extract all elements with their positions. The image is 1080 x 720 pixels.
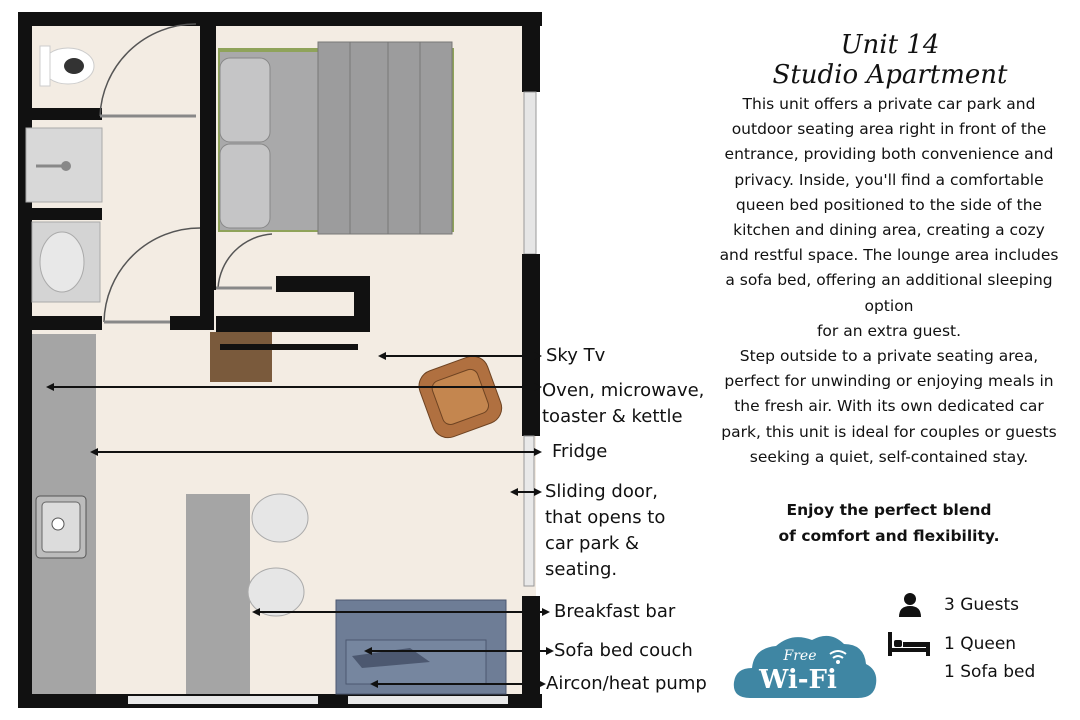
tv bbox=[220, 344, 358, 350]
bath-wall-bottom bbox=[32, 316, 102, 330]
toilet-bowl bbox=[64, 58, 84, 74]
tagline-line-2: of comfort and flexibility. bbox=[778, 527, 1000, 545]
sink-drain bbox=[52, 518, 64, 530]
wall-right-top bbox=[522, 12, 540, 92]
tagline bbox=[718, 497, 1060, 549]
label-breakfast-bar: Breakfast bar bbox=[554, 601, 676, 622]
breakfast-bar-counter bbox=[186, 494, 250, 694]
wall-top bbox=[18, 12, 542, 26]
description-paragraph-1: This unit offers a private car park and outdoor seating area right in front of the entrance, providing both convenience and privacy. Inside, you'll find a comfortable queen bed positioned to the side of the kitchen and dining area, creating a cozy and restful space. The lounge area includes a sofa bed, offering an additional sleeping option bbox=[719, 95, 1059, 315]
label-oven: Oven, microwave, toaster & kettle bbox=[542, 380, 705, 427]
beds-sofa: 1 Sofa bed bbox=[944, 662, 1036, 682]
description-paragraph-2: for an extra guest. bbox=[816, 321, 962, 340]
label-sofa-bed: Sofa bed couch bbox=[554, 640, 693, 661]
label-aircon: Aircon/heat pump bbox=[546, 673, 707, 694]
bedroom-partition-h2 bbox=[216, 316, 370, 332]
wifi-main-text: Wi-Fi bbox=[759, 665, 837, 695]
bedroom-wall-left bbox=[202, 26, 216, 290]
tv-stand bbox=[210, 332, 272, 382]
label-sky-tv: Sky Tv bbox=[546, 345, 606, 366]
toilet-tank bbox=[40, 46, 50, 86]
wifi-free-text: Free bbox=[783, 648, 817, 664]
description bbox=[718, 92, 1060, 470]
wifi-badge bbox=[730, 628, 880, 702]
unit-subtitle: Studio Apartment bbox=[772, 60, 1008, 90]
title-block bbox=[760, 30, 1020, 90]
wifi-signal-dot bbox=[836, 660, 840, 664]
bar-stool-1 bbox=[252, 494, 308, 542]
window-right bbox=[524, 92, 536, 254]
label-fridge: Fridge bbox=[552, 441, 608, 462]
duvet bbox=[318, 42, 452, 234]
guests-count: 3 Guests bbox=[944, 595, 1020, 615]
toilet-wall-h bbox=[32, 108, 102, 120]
window-bottom-right bbox=[348, 696, 508, 704]
pillow-2 bbox=[220, 144, 270, 228]
bed-icon bbox=[886, 630, 932, 658]
description-paragraph-3: Step outside to a private seating area, perfect for unwinding or enjoying meals in the fresh air. With its own dedicated car park, this unit is ideal for couples or guests seeking a quiet, self-contained stay. bbox=[721, 347, 1057, 466]
window-bottom-left bbox=[128, 696, 318, 704]
basin bbox=[40, 232, 84, 292]
unit-title: Unit 14 bbox=[840, 30, 940, 60]
label-sliding-door: Sliding door, that opens to car park & seating. bbox=[545, 481, 666, 580]
person-icon bbox=[898, 592, 922, 618]
sliding-door-frame bbox=[524, 436, 534, 586]
bar-stool-2 bbox=[248, 568, 304, 616]
tagline-line-1: Enjoy the perfect blend bbox=[786, 501, 992, 519]
bath-wall-bottom-r bbox=[170, 316, 214, 330]
vanity-wall-h1 bbox=[32, 208, 102, 220]
beds-queen: 1 Queen bbox=[944, 634, 1017, 654]
wall-left bbox=[18, 12, 32, 708]
wall-right-mid bbox=[522, 254, 540, 436]
pillow-1 bbox=[220, 58, 270, 142]
